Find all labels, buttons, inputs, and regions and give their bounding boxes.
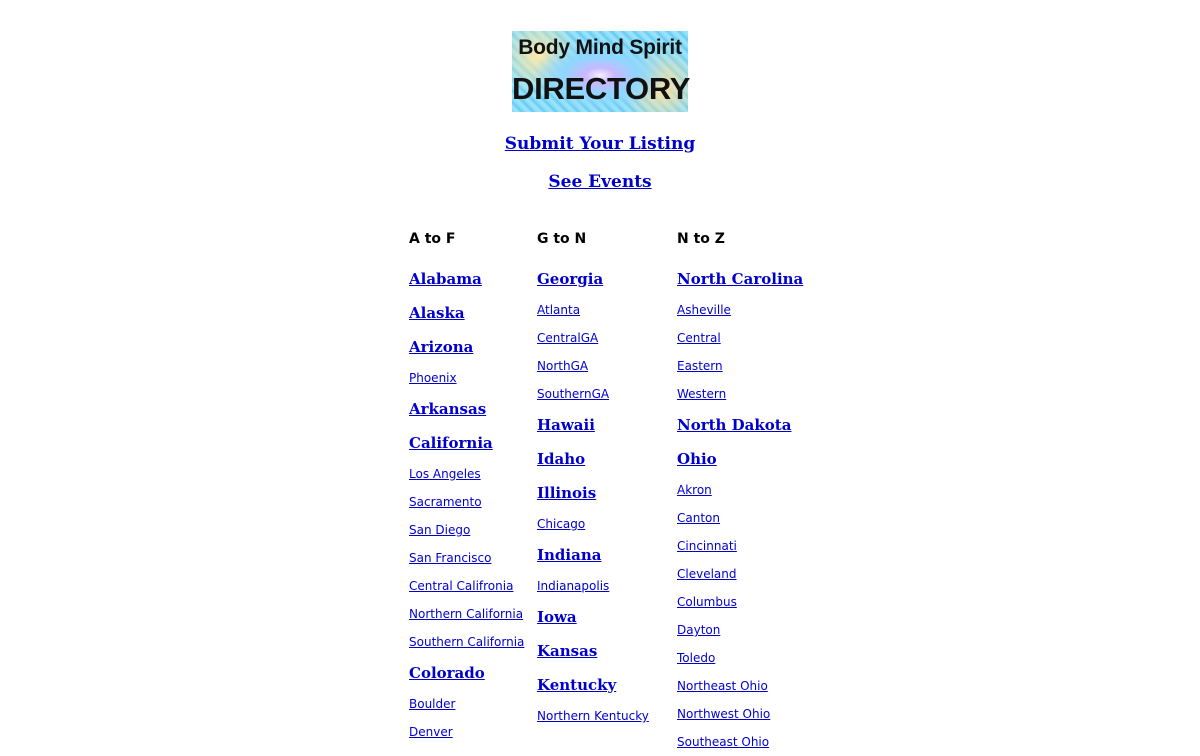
city-item	[537, 702, 649, 730]
city-link[interactable]: SouthernGA	[537, 387, 610, 401]
site-logo	[512, 31, 691, 112]
city-item	[677, 616, 803, 644]
city-link[interactable]: Columbus	[677, 595, 737, 609]
city-item	[537, 510, 649, 538]
city-item	[409, 718, 524, 746]
city-item	[677, 352, 803, 380]
state-item	[409, 426, 524, 460]
city-item	[409, 488, 524, 516]
state-item	[677, 442, 803, 476]
city-link[interactable]: Dayton	[677, 623, 721, 637]
city-item	[409, 460, 524, 488]
state-item	[537, 476, 649, 510]
state-link[interactable]: Alaska	[409, 304, 465, 322]
state-item	[677, 408, 803, 442]
city-item	[677, 476, 803, 504]
state-item	[409, 656, 524, 690]
state-item	[677, 262, 803, 296]
state-item	[409, 330, 524, 364]
state-item	[537, 668, 649, 702]
state-item	[537, 442, 649, 476]
city-link[interactable]: Cleveland	[677, 567, 737, 581]
city-item	[677, 700, 803, 728]
city-link[interactable]: Asheville	[677, 303, 731, 317]
state-link[interactable]: California	[409, 434, 493, 452]
city-link[interactable]: Chicago	[537, 517, 586, 531]
city-link[interactable]: Southern California	[409, 635, 525, 649]
city-item	[537, 352, 649, 380]
city-item	[409, 600, 524, 628]
state-link[interactable]: Indiana	[537, 546, 602, 564]
column-n-to-z	[677, 228, 803, 756]
state-item	[537, 634, 649, 668]
state-link[interactable]: Idaho	[537, 450, 586, 468]
city-link[interactable]: Northern Kentucky	[537, 709, 649, 723]
city-item	[409, 628, 524, 656]
state-item	[537, 600, 649, 634]
city-link[interactable]: Los Angeles	[409, 467, 481, 481]
city-item	[537, 380, 649, 408]
state-item	[409, 392, 524, 426]
column-heading: G to N	[537, 231, 587, 247]
state-link[interactable]: Illinois	[537, 484, 597, 502]
city-link[interactable]: Southeast Ohio	[677, 735, 770, 749]
city-item	[677, 672, 803, 700]
column-heading: N to Z	[677, 231, 725, 247]
state-link[interactable]: Colorado	[409, 664, 485, 682]
column-heading: A to F	[409, 231, 456, 247]
city-link[interactable]: San Francisco	[409, 551, 492, 565]
logo-line-1: Body Mind Spirit	[518, 36, 682, 59]
state-link[interactable]: North Carolina	[677, 270, 804, 288]
state-item	[537, 538, 649, 572]
state-link[interactable]: Hawaii	[537, 416, 595, 434]
state-link[interactable]: North Dakota	[677, 416, 792, 434]
city-item	[677, 504, 803, 532]
column-a-to-f	[409, 228, 524, 746]
city-link[interactable]: Eastern	[677, 359, 723, 373]
city-item	[409, 516, 524, 544]
state-item	[537, 408, 649, 442]
state-link[interactable]: Kansas	[537, 642, 598, 660]
city-link[interactable]: Northwest Ohio	[677, 707, 771, 721]
city-link[interactable]: Cincinnati	[677, 539, 737, 553]
column-g-to-n	[537, 228, 649, 730]
city-item	[677, 728, 803, 756]
city-link[interactable]: Central	[677, 331, 721, 345]
city-item	[677, 560, 803, 588]
city-item	[409, 572, 524, 600]
city-item	[677, 380, 803, 408]
see-events-row	[0, 172, 1200, 192]
submit-listing-link[interactable]: Submit Your Listing	[504, 134, 696, 154]
city-link[interactable]: Boulder	[409, 697, 456, 711]
state-link[interactable]: Kentucky	[537, 676, 617, 694]
logo-line-2: DIRECTORY	[512, 71, 691, 106]
city-link[interactable]: San Diego	[409, 523, 471, 537]
state-item	[537, 262, 649, 296]
see-events-link[interactable]: See Events	[548, 172, 652, 192]
city-item	[677, 532, 803, 560]
city-item	[537, 572, 649, 600]
city-link[interactable]: Akron	[677, 483, 712, 497]
city-link[interactable]: Indianapolis	[537, 579, 610, 593]
state-link[interactable]: Alabama	[409, 270, 482, 288]
state-link[interactable]: Iowa	[537, 608, 577, 626]
city-item	[677, 644, 803, 672]
city-item	[677, 296, 803, 324]
city-link[interactable]: Atlanta	[537, 303, 581, 317]
city-link[interactable]: Denver	[409, 725, 453, 739]
city-item	[537, 296, 649, 324]
city-link[interactable]: Northern California	[409, 607, 524, 621]
city-item	[409, 364, 524, 392]
city-item	[409, 690, 524, 718]
city-item	[409, 544, 524, 572]
city-link[interactable]: Central Califronia	[409, 579, 514, 593]
city-item	[677, 588, 803, 616]
city-link[interactable]: CentralGA	[537, 331, 599, 345]
city-link[interactable]: Phoenix	[409, 371, 457, 385]
city-link[interactable]: Western	[677, 387, 727, 401]
state-link[interactable]: Arkansas	[409, 400, 487, 418]
city-item	[537, 324, 649, 352]
state-item	[409, 296, 524, 330]
city-link[interactable]: Northeast Ohio	[677, 679, 768, 693]
state-link[interactable]: Ohio	[677, 450, 717, 468]
state-link[interactable]: Arizona	[409, 338, 474, 356]
city-item	[677, 324, 803, 352]
submit-listing-row	[0, 134, 1200, 154]
state-link[interactable]: Georgia	[537, 270, 604, 288]
city-link[interactable]: NorthGA	[537, 359, 589, 373]
city-link[interactable]: Toledo	[677, 651, 716, 665]
city-link[interactable]: Sacramento	[409, 495, 482, 509]
city-link[interactable]: Canton	[677, 511, 720, 525]
state-item	[409, 262, 524, 296]
